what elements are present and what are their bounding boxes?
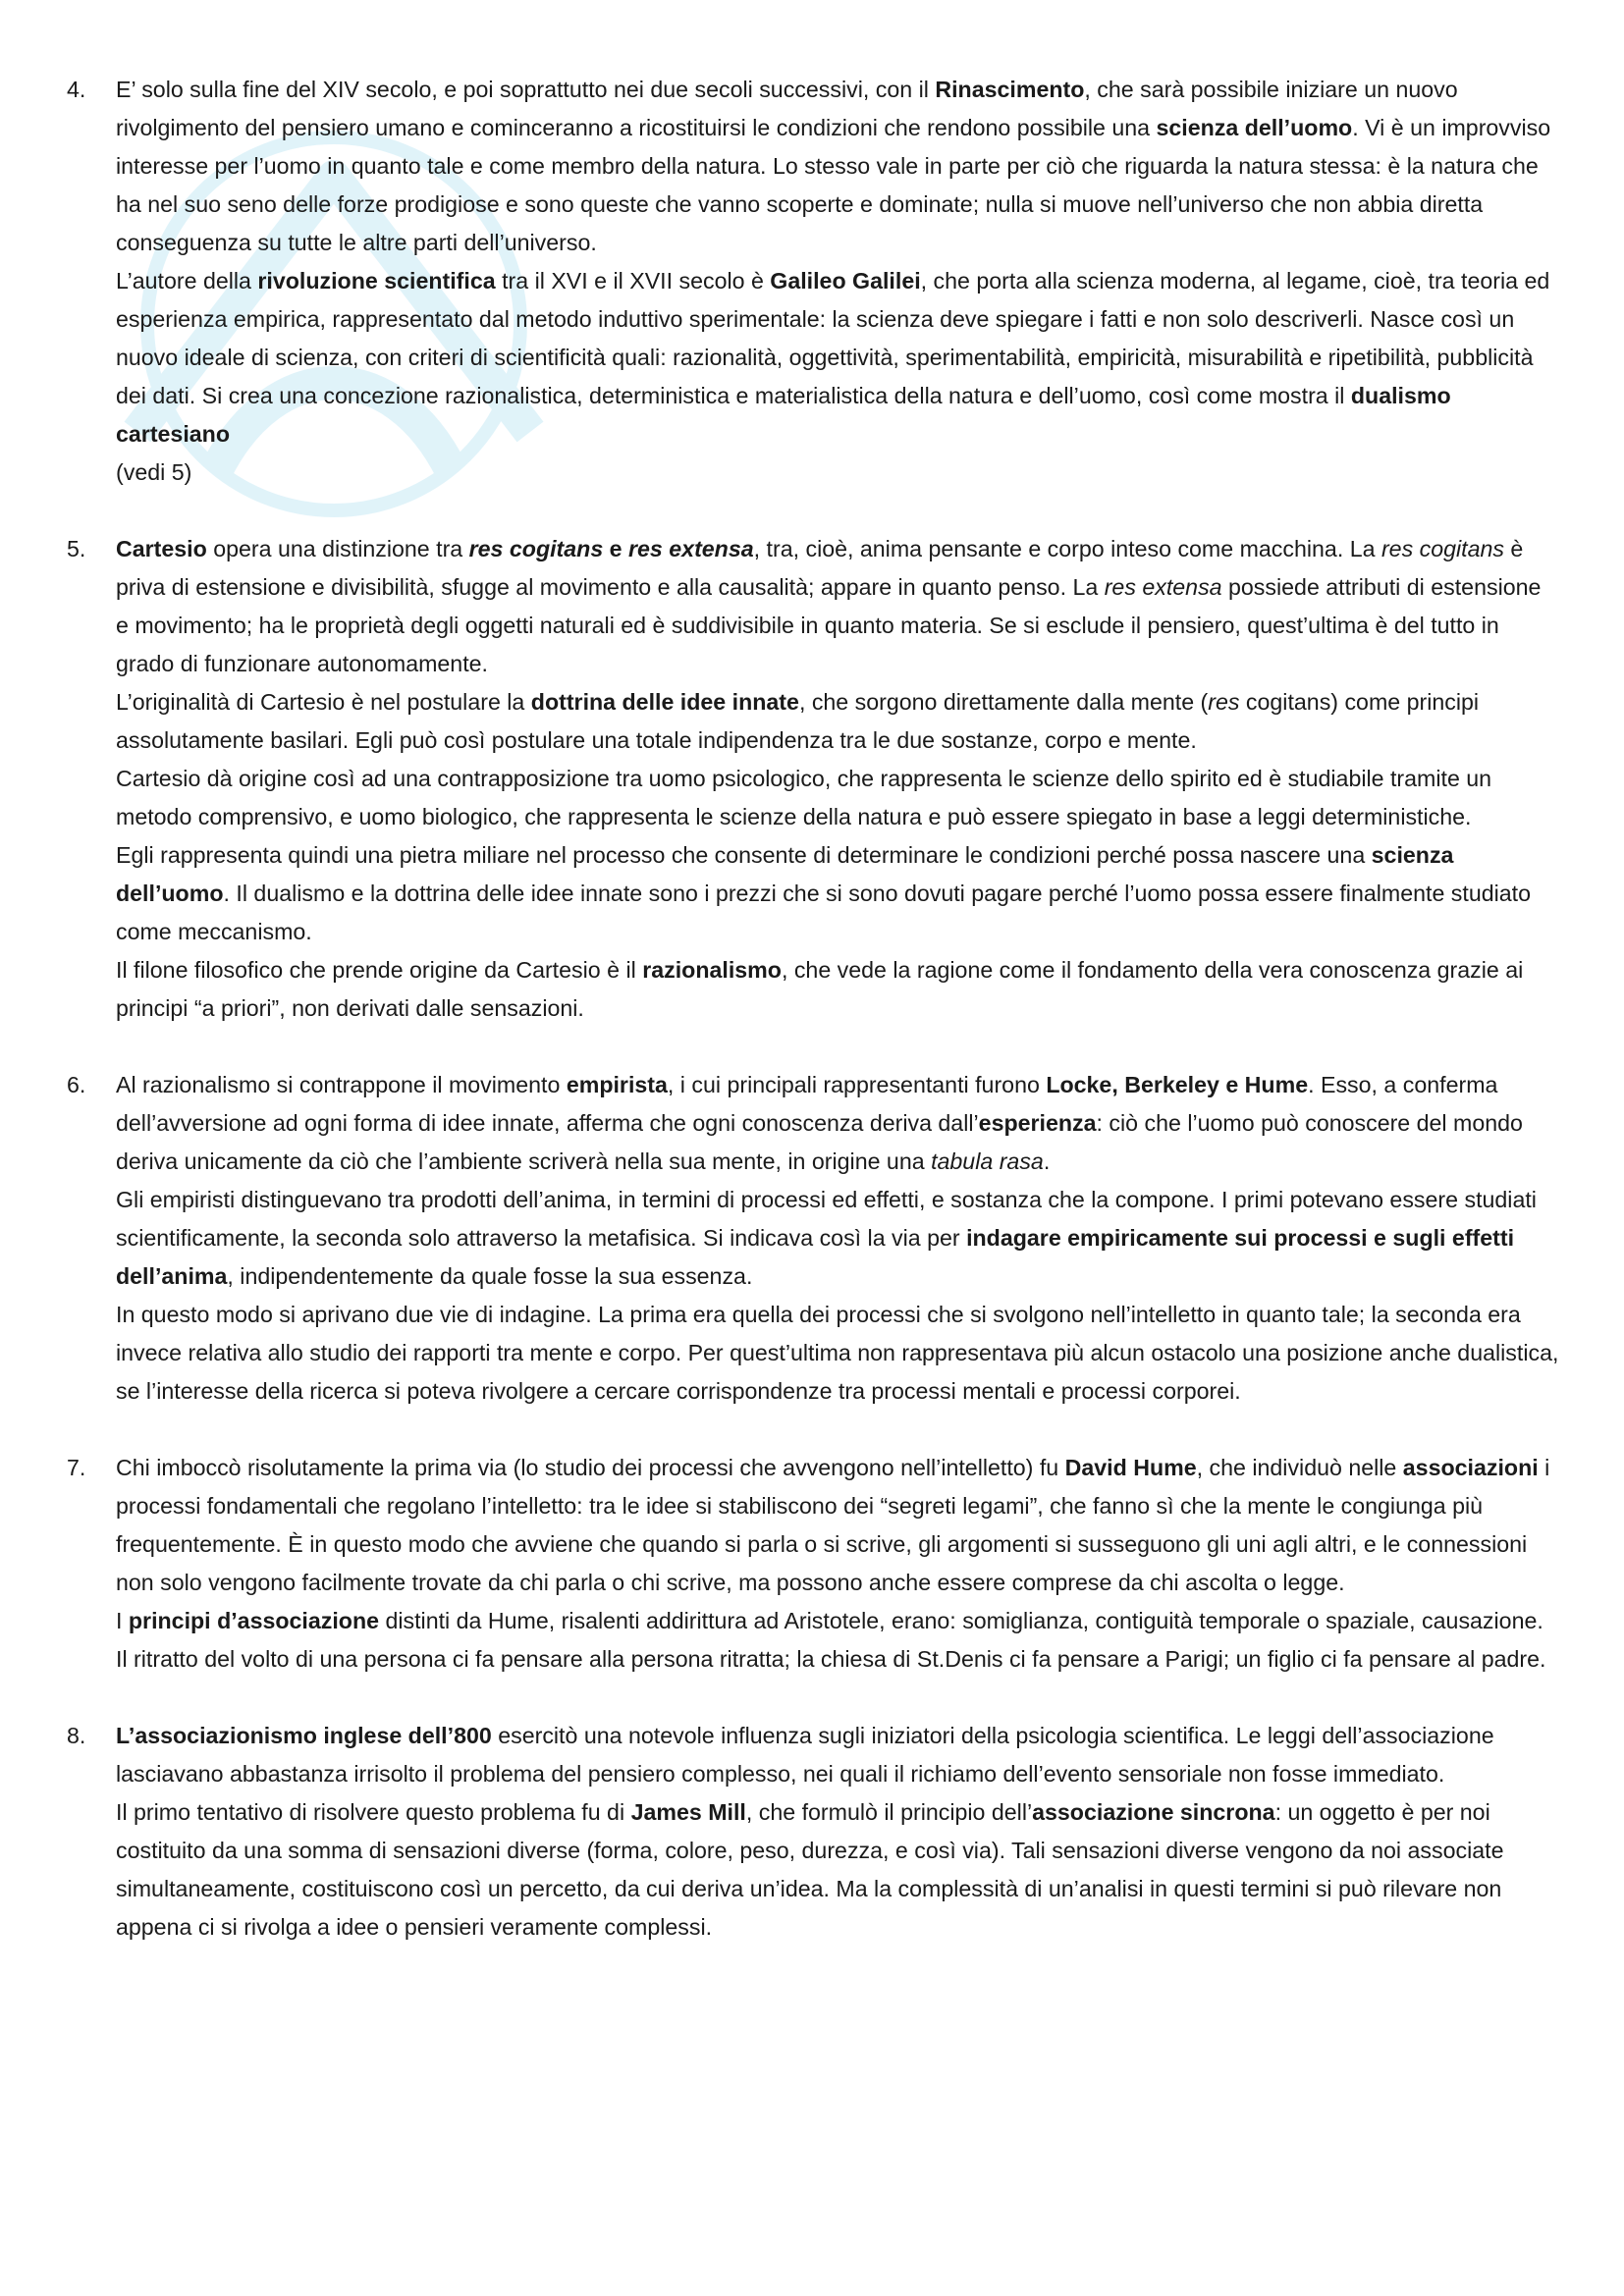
paragraph: [116, 683, 1559, 760]
text-run: è priva di estensione e divisibilità, sfugge al movimento e alla causalità; appare in quanto penso. La: [116, 536, 1524, 600]
list-item: [67, 530, 1559, 1028]
list-item-number: 8.: [67, 1723, 86, 1748]
bold-text: associazione sincrona: [1032, 1799, 1275, 1825]
text-run: opera una distinzione tra: [206, 536, 469, 561]
text-run: . Il dualismo e la dottrina delle idee innate sono i prezzi che si sono dovuti pagare perché l’uomo possa essere finalmente studiato come meccanismo.: [116, 881, 1531, 944]
text-run: Cartesio dà origine così ad una contrapposizione tra uomo psicologico, che rappresenta le scienze dello spirito ed è studiabile tramite un metodo comprensivo, e uomo biologico, che rappresenta le scienze della natura e può essere spiegato in base a leggi deterministiche.: [116, 766, 1492, 829]
bold-text: Rinascimento: [935, 77, 1085, 102]
bold-text: L’associazionismo inglese dell’800: [116, 1723, 492, 1748]
text-run: tra il XVI e il XVII secolo è: [495, 268, 771, 294]
paragraph: [116, 836, 1559, 951]
bold-text: res extensa: [628, 536, 754, 561]
paragraph: [116, 454, 1559, 492]
text-run: (vedi 5): [116, 459, 192, 485]
text-run: , che porta alla scienza moderna, al legame, cioè, tra teoria ed esperienza empirica, rappresentato dal metodo induttivo sperimentale: la scienza deve spiegare i fatti e non solo descriverli. Nasce così un nuovo ideale di scienza, con criteri di scientificità quali: razionalità, oggettività, sperimentabilità, empiricità, misurabilità e ripetibilità, pubblicità dei dati. Si crea una concezione razionalistica, deterministica e materialistica della natura e dell’uomo, così come mostra il: [116, 268, 1550, 408]
list-item-number: 5.: [67, 536, 86, 561]
bold-text: indagare empiricamente sui processi e sugli effetti dell’anima: [116, 1225, 1515, 1289]
text-run: L’autore della: [116, 268, 258, 294]
bold-text: rivoluzione scientifica: [257, 268, 496, 294]
paragraph: [116, 1181, 1559, 1296]
paragraph: [116, 530, 1559, 683]
bold-text: David Hume: [1064, 1455, 1197, 1480]
text-run: In questo modo si aprivano due vie di indagine. La prima era quella dei processi che si svolgono nell’intelletto in quanto tale; la seconda era invece relativa allo studio dei rapporti tra mente e corpo. Per quest’ultima non rappresentava più alcun ostacolo una posizione anche dualistica, se l’interesse della ricerca si poteva rivolgere a cercare corrispondenze tra processi mentali e processi corporei.: [116, 1302, 1559, 1404]
text-run: . Vi è un improvviso interesse per l’uomo in quanto tale e come membro della natura. Lo stesso vale in parte per ciò che riguarda la natura stessa: è la natura che ha nel suo seno delle forze prodigiose e sono queste che vanno scoperte e dominate; nulla si muove nell’universo che non abbia diretta conseguenza su tutte le altre parti dell’universo.: [116, 115, 1551, 255]
bold-text: associazioni: [1402, 1455, 1539, 1480]
text-run: Il primo tentativo di risolvere questo problema fu di: [116, 1799, 631, 1825]
text-run: I: [116, 1608, 129, 1633]
text-run: , che vede la ragione come il fondamento della vera conoscenza grazie ai principi “a priori”, non derivati dalle sensazioni.: [116, 957, 1524, 1021]
paragraph: [116, 1449, 1559, 1602]
text-run: possiede attributi di estensione e movimento; ha le proprietà degli oggetti naturali ed è suddivisibile in quanto materia. Se si esclude il pensiero, quest’ultima è del tutto in grado di funzionare autonomamente.: [116, 574, 1542, 676]
list-item: [67, 1717, 1559, 1947]
list-item-number: 6.: [67, 1072, 86, 1097]
text-run: , che sarà possibile iniziare un nuovo rivolgimento del pensiero umano e cominceranno a ricostituirsi le condizioni che rendono possibile una: [116, 77, 1458, 140]
paragraph: [116, 1296, 1559, 1411]
italic-text: res extensa: [1104, 574, 1222, 600]
bold-text: dualismo cartesiano: [116, 383, 1451, 447]
paragraph: [116, 760, 1559, 836]
text-run: , che individuò nelle: [1196, 1455, 1403, 1480]
bold-text: Cartesio: [116, 536, 207, 561]
bold-text: esperienza: [978, 1110, 1097, 1136]
bold-text: James Mill: [630, 1799, 746, 1825]
bold-text: dottrina delle idee innate: [530, 689, 799, 715]
list-item-number: 7.: [67, 1455, 86, 1480]
paragraph: [116, 951, 1559, 1028]
list-item: [67, 1449, 1559, 1679]
paragraph: [116, 71, 1559, 262]
text-run: Al razionalismo si contrappone il movimento: [116, 1072, 567, 1097]
italic-text: tabula rasa: [931, 1148, 1044, 1174]
bold-text: Galileo Galilei: [770, 268, 921, 294]
text-run: cogitans) come principi assolutamente basilari. Egli può così postulare una totale indipendenza tra le due sostanze, corpo e mente.: [116, 689, 1480, 753]
text-run: Egli rappresenta quindi una pietra miliare nel processo che consente di determinare le condizioni perché possa nascere una: [116, 842, 1372, 868]
text-run: : ciò che l’uomo può conoscere del mondo deriva unicamente da ciò che l’ambiente scriverà nella sua mente, in origine una: [116, 1110, 1523, 1174]
paragraph: [116, 1602, 1559, 1679]
bold-text: scienza dell’uomo: [116, 842, 1454, 906]
text-run: , che formulò il principio dell’: [745, 1799, 1033, 1825]
italic-text: res cogitans: [1380, 536, 1504, 561]
text-run: . Esso, a conferma dell’avversione ad ogni forma di idee innate, afferma che ogni conoscenza deriva dall’: [116, 1072, 1498, 1136]
text-run: , che sorgono direttamente dalla mente (: [798, 689, 1209, 715]
text-run: i processi fondamentali che regolano l’intelletto: tra le idee si stabiliscono dei “segreti legami”, che fanno sì che la mente le congiunga più frequentemente. È in questo modo che avviene che quando si parla o si scrive, gli argomenti si susseguono gli uni agli altri, e le connessioni non solo vengono facilmente trovate da chi parla o chi scrive, ma possono anche essere comprese da chi ascolta o legge.: [116, 1455, 1550, 1595]
text-run: E’ solo sulla fine del XIV secolo, e poi soprattutto nei due secoli successivi, con il: [116, 77, 936, 102]
paragraph: [116, 1066, 1559, 1181]
text-run: Il filone filosofico che prende origine da Cartesio è il: [116, 957, 643, 983]
text-run: L’originalità di Cartesio è nel postulare la: [116, 689, 531, 715]
bold-text: res cogitans: [468, 536, 604, 561]
text-run: : un oggetto è per noi costituito da una somma di sensazioni diverse (forma, colore, peso, durezza, e così via). Tali sensazioni diverse vengono da noi associate simultaneamente, costituiscono così un percetto, da cui deriva un’idea. Ma la complessità di un’analisi in questi termini si può rilevare non appena ci si rivolga a idee o pensieri veramente complessi.: [116, 1799, 1504, 1940]
text-run: , tra, cioè, anima pensante e corpo inteso come macchina. La: [753, 536, 1381, 561]
text-run: esercitò una notevole influenza sugli iniziatori della psicologia scientifica. Le leggi dell’associazione lasciavano abbastanza irrisolto il problema del pensiero complesso, nei quali il richiamo dell’evento sensoriale non fosse immediato.: [116, 1723, 1494, 1787]
paragraph: [116, 1717, 1559, 1793]
bold-text: Locke, Berkeley e Hume: [1046, 1072, 1309, 1097]
bold-text: principi d’associazione: [128, 1608, 380, 1633]
text-run: , indipendentemente da quale fosse la sua essenza.: [227, 1263, 753, 1289]
document-page: [67, 71, 1559, 1985]
paragraph: [116, 1793, 1559, 1947]
list-item: [67, 71, 1559, 492]
text-run: Gli empiristi distinguevano tra prodotti dell’anima, in termini di processi ed effetti, e sostanza che la compone. I primi potevano essere studiati scientificamente, la seconda solo attraverso la metafisica. Si indicava così la via per: [116, 1187, 1537, 1251]
bold-text: scienza dell’uomo: [1156, 115, 1353, 140]
text-run: , i cui principali rappresentanti furono: [667, 1072, 1047, 1097]
italic-text: res: [1208, 689, 1240, 715]
list-item: [67, 1066, 1559, 1411]
paragraph: [116, 262, 1559, 454]
text-run: distinti da Hume, risalenti addirittura ad Aristotele, erano: somiglianza, contiguità temporale o spaziale, causazione. Il ritratto del volto di una persona ci fa pensare alla persona ritratta; la chiesa di St.Denis ci fa pensare a Parigi; un figlio ci fa pensare al padre.: [116, 1608, 1546, 1672]
bold-text: empirista: [566, 1072, 668, 1097]
text-run: Chi imboccò risolutamente la prima via (lo studio dei processi che avvengono nell’intelletto) fu: [116, 1455, 1065, 1480]
bold-text: razionalismo: [642, 957, 782, 983]
text-run: .: [1043, 1148, 1051, 1174]
list-item-number: 4.: [67, 77, 86, 102]
bold-text: e: [603, 536, 629, 561]
